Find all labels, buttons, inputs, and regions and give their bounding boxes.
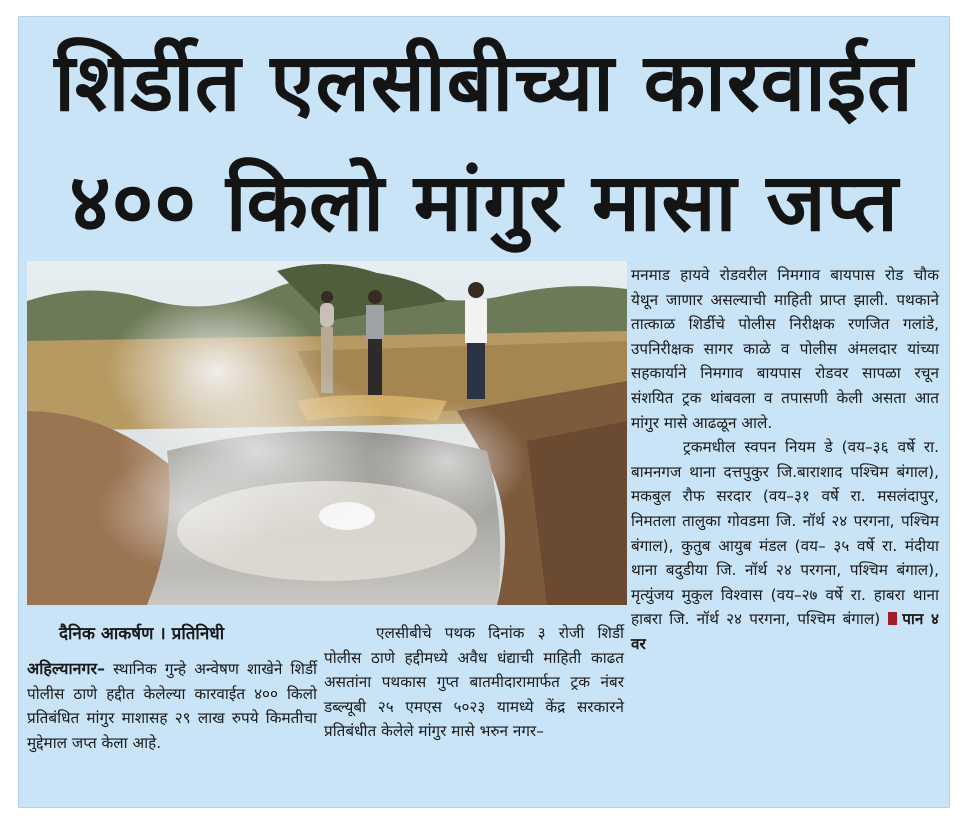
continued-marker-icon xyxy=(888,612,897,625)
news-photo xyxy=(27,261,627,605)
news-clipping xyxy=(18,16,950,808)
column3-paragraph-2 xyxy=(631,435,939,656)
headline-line-1: शिर्डीत एलसीबीच्या कारवाईत xyxy=(54,36,914,129)
column2-paragraph: एलसीबीचे पथक दिनांक ३ रोजी शिर्डी पोलीस ठाणे हद्दीमध्ये अवैध धंद्याची माहिती काढत असतांना पथकास गुप्त बातमीदारामार्फत ट्रक नंबर डब्ल्यूबी २५ एमएस ५०२३ यामध्ये केंद्र सरकारने प्रतिबंधीत केलेले मांगुर मासे भरुन नगर– xyxy=(324,624,624,741)
column1-paragraph xyxy=(27,657,317,755)
column3-paragraph-1: मनमाड हायवे रोडवरील निमगाव बायपास रोड चौक येथून जाणार असल्याची माहिती प्राप्त झाली. पथकाने तात्काळ शिर्डीचे पोलीस निरीक्षक रणजित गलांडे, उपनिरीक्षक सागर काळे व पोलीस अंमलदार यांच्या सहकार्याने निमगाव बायपास रोडवर सापळा रचून संशयित ट्रक थांबवला व तपासणी केली असता आत मांगुर मासे आढळून आले. xyxy=(631,266,939,432)
dateline: अहिल्यानगर– xyxy=(27,659,106,678)
headline-line-2: ४०० किलो मांगुर मासा जप्त xyxy=(69,156,899,249)
column1-text: स्थानिक गुन्हे अन्वेषण शाखेने शिर्डी पोलीस ठाणे हद्दीत केलेल्या कारवाईत ४०० किलो प्रतिबंधित मांगुर माशासह २९ लाख रुपये किमतीचा मुद्देमाल जप्त केला आहे. xyxy=(27,660,317,752)
article-column-3 xyxy=(631,263,939,657)
article-column-2 xyxy=(324,621,624,744)
article-column-1 xyxy=(27,657,317,755)
byline: दैनिक आकर्षण । प्रतिनिधी xyxy=(59,624,225,644)
continued-label: पान ४ वर xyxy=(631,610,939,653)
column3-paragraph-2-text: ट्रकमधील स्वपन नियम डे (वय–३६ वर्षे रा. बामनगज थाना दत्तपुकुर जि.बाराशाद पश्चिम बंगाल), मकबुल रौफ सरदार (वय–३१ वर्षे रा. मसलंदापुर, निमतला तालुका गोवडमा जि. नॉर्थ २४ परगना, पश्चिम बंगाल), कुतुब आयुब मंडल (वय– ३५ वर्षे रा. मंदीया थाना बदुडीया जि. नॉर्थ २४ परगना, पश्चिम बंगाल), मृत्युंजय मुकुल विश्वास (वय–२७ वर्षे रा. हाबरा थाना हाबरा जि. नॉर्थ २४ परगना, पश्चिम बंगाल) xyxy=(631,438,939,629)
photo-pit-smoke-scene xyxy=(27,261,627,605)
